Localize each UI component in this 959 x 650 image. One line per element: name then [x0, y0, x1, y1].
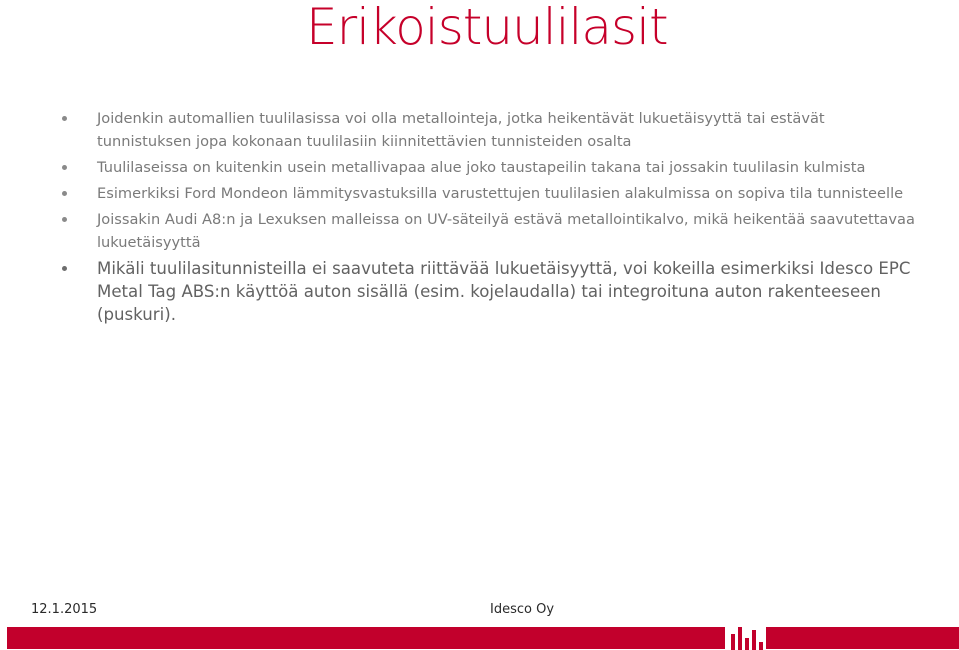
bullet-item — [62, 182, 922, 205]
bullet-item — [62, 107, 922, 153]
bullet-item — [62, 257, 922, 326]
bar-chart-logo-icon — [731, 624, 763, 650]
bullet-text: Tuulilaseissa on kuitenkin usein metallivapaa alue joko taustapeilin takana tai jossakin tuulilasin kulmista — [97, 159, 866, 176]
bullet-dot-icon — [62, 165, 67, 170]
bullet-dot-icon — [62, 116, 67, 121]
bullet-dot-icon — [62, 266, 67, 271]
bullet-item — [62, 156, 922, 179]
bullet-dot-icon — [62, 191, 67, 196]
bullet-text: Esimerkiksi Ford Mondeon lämmitysvastuksilla varustettujen tuulilasien alakulmissa on sopiva tila tunnisteelle — [97, 185, 904, 202]
bullet-text: Mikäli tuulilasitunnisteilla ei saavuteta riittävää lukuetäisyyttä, voi kokeilla esimerkiksi Idesco EPC Metal Tag ABS:n käyttöä auton sisällä (esim. kojelaudalla) tai integroituna auton rakenteeseen (puskuri). — [97, 259, 911, 324]
bullet-list — [62, 107, 922, 326]
slide-title: Erikoistuulilasit — [306, 0, 668, 56]
bullet-dot-icon — [62, 217, 67, 222]
footer-date: 12.1.2015 — [31, 602, 98, 617]
bullet-text: Joidenkin automallien tuulilasissa voi olla metallointeja, jotka heikentävät lukuetäisyyttä tai estävät tunnistuksen jopa kokonaan tuulilasiin kiinnitettävien tunnisteiden osalta — [97, 110, 825, 150]
bullet-item — [62, 208, 922, 254]
footer-company: Idesco Oy — [490, 602, 555, 617]
footer-bar — [7, 627, 725, 649]
bullet-text: Joissakin Audi A8:n ja Lexuksen malleissa on UV-säteilyä estävä metallointikalvo, mikä heikentää saavutettavaa lukuetäisyyttä — [97, 211, 915, 251]
footer-bar-right — [766, 627, 959, 649]
